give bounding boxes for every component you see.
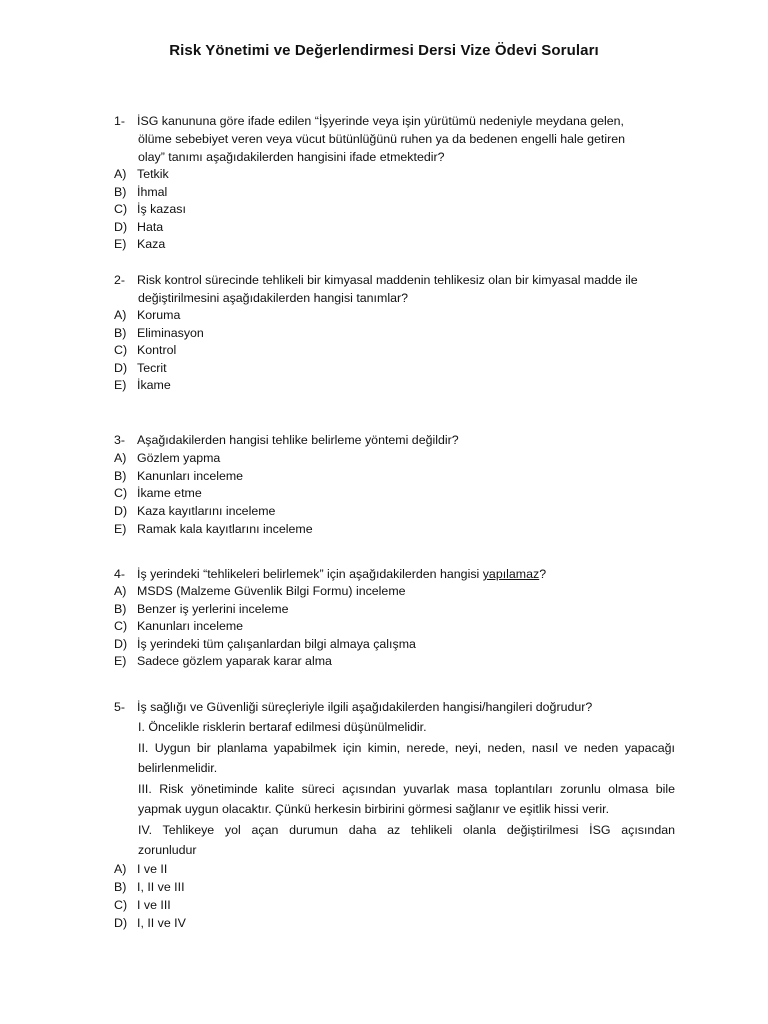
option <box>114 502 275 520</box>
option-letter: A) <box>114 584 127 598</box>
option-letter: C) <box>114 202 128 216</box>
question-number: 4- <box>114 567 126 581</box>
question-text-line: İSG kanununa göre ifade edilen “İşyerinde veya işin yürütümü nedeniyle meydana gelen, <box>137 114 624 128</box>
option <box>114 449 220 467</box>
option-text: Eliminasyon <box>137 326 204 340</box>
option <box>114 218 163 236</box>
option <box>114 359 167 377</box>
option-text: Kanunları inceleme <box>137 469 244 483</box>
option-text: Sadece gözlem yaparak karar alma <box>137 654 332 668</box>
option <box>114 600 289 618</box>
option <box>114 582 406 600</box>
option-text: I ve III <box>137 898 171 912</box>
question-number: 5- <box>114 700 126 714</box>
option-letter: D) <box>114 220 128 234</box>
option-text: Kaza kayıtlarını inceleme <box>137 504 276 518</box>
option-text: MSDS (Malzeme Güvenlik Bilgi Formu) inceleme <box>137 584 406 598</box>
option-letter: A) <box>114 862 127 876</box>
option-text: Kaza <box>137 237 166 251</box>
option-letter: B) <box>114 185 127 199</box>
option <box>114 896 171 914</box>
option-letter: E) <box>114 378 127 392</box>
option-letter: E) <box>114 522 127 536</box>
question-mark: ? <box>539 567 547 581</box>
question-text-line: İş yerindeki “tehlikeleri belirlemek” için aşağıdakilerden hangisi <box>137 567 483 581</box>
question-number: 1- <box>114 114 126 128</box>
statement-4-line-2: zorunludur <box>138 843 197 857</box>
statement-2-line-1: II. Uygun bir planlama yapabilmek için kimin, nerede, neyi, neden, nasıl ve neden yapacağı <box>138 741 675 755</box>
statement-3-line-2: yapmak uygun olacaktır. Çünkü herkesin birbirini görmesi sağlanır ve eşitlik hissi verir. <box>138 802 610 816</box>
option <box>114 652 332 670</box>
option-text: İkame etme <box>137 486 202 500</box>
option-text: İş kazası <box>137 202 186 216</box>
option <box>114 165 169 183</box>
question-text-line: değiştirilmesini aşağıdakilerden hangisi tanımlar? <box>138 291 408 305</box>
option-text: İhmal <box>137 185 168 199</box>
option <box>114 484 202 502</box>
option-text: Tecrit <box>137 361 167 375</box>
option-text: Kanunları inceleme <box>137 619 244 633</box>
option-text: I ve II <box>137 862 168 876</box>
option <box>114 324 204 342</box>
option-letter: D) <box>114 504 128 518</box>
option <box>114 341 176 359</box>
option-text: Ramak kala kayıtlarını inceleme <box>137 522 313 536</box>
option <box>114 306 180 324</box>
option-letter: C) <box>114 343 128 357</box>
option-letter: A) <box>114 167 127 181</box>
question-2 <box>114 271 638 289</box>
question-text-line: Aşağıdakilerden hangisi tehlike belirleme yöntemi değildir? <box>137 433 459 447</box>
option <box>114 914 186 932</box>
option-text: İş yerindeki tüm çalışanlardan bilgi almaya çalışma <box>137 637 416 651</box>
option-letter: E) <box>114 654 127 668</box>
option <box>114 520 313 538</box>
option-text: I, II ve III <box>137 880 185 894</box>
option-letter: D) <box>114 916 128 930</box>
option-letter: C) <box>114 486 128 500</box>
option-letter: A) <box>114 308 127 322</box>
option <box>114 235 165 253</box>
statement-3-line-1: III. Risk yönetiminde kalite süreci açısından yuvarlak masa toplantıları zorunlu olmasa bile <box>138 782 675 796</box>
option-letter: E) <box>114 237 127 251</box>
question-1 <box>114 112 624 130</box>
option-letter: A) <box>114 451 127 465</box>
option-letter: B) <box>114 326 127 340</box>
question-text-line: olay” tanımı aşağıdakilerden hangisini ifade etmektedir? <box>138 150 445 164</box>
option-letter: B) <box>114 880 127 894</box>
option-letter: C) <box>114 619 128 633</box>
question-text-line: İş sağlığı ve Güvenliği süreçleriyle ilgili aşağıdakilerden hangisi/hangileri doğrudur? <box>137 700 593 714</box>
question-text-line: ölüme sebebiyet veren veya vücut bütünlüğünü ruhen ya da bedenen engelli hale getiren <box>138 132 626 146</box>
option-text: Hata <box>137 220 164 234</box>
question-4 <box>114 565 546 583</box>
option-text: Tetkik <box>137 167 169 181</box>
option <box>114 200 186 218</box>
option-text: Gözlem yapma <box>137 451 221 465</box>
option <box>114 635 416 653</box>
option-text: İkame <box>137 378 171 392</box>
option <box>114 860 167 878</box>
option-text: I, II ve IV <box>137 916 186 930</box>
option-letter: D) <box>114 361 128 375</box>
option-letter: C) <box>114 898 128 912</box>
question-3 <box>114 431 459 449</box>
option <box>114 617 243 635</box>
option <box>114 183 167 201</box>
statement-2-line-2: belirlenmelidir. <box>138 761 218 775</box>
option <box>114 878 185 896</box>
underlined-word: yapılamaz <box>482 567 540 581</box>
option-text: Benzer iş yerlerini inceleme <box>137 602 289 616</box>
question-number: 2- <box>114 273 126 287</box>
option-text: Kontrol <box>137 343 177 357</box>
option <box>114 376 171 394</box>
document-title: Risk Yönetimi ve Değerlendirmesi Dersi Vize Ödevi Soruları <box>169 42 599 59</box>
question-number: 3- <box>114 433 126 447</box>
statement-4-line-1: IV. Tehlikeye yol açan durumun daha az tehlikeli olanla değiştirilmesi İSG açısından <box>138 823 675 837</box>
statement-1: I. Öncelikle risklerin bertaraf edilmesi düşünülmelidir. <box>138 720 427 734</box>
option-letter: B) <box>114 602 127 616</box>
question-text-line: Risk kontrol sürecinde tehlikeli bir kimyasal maddenin tehlikesiz olan bir kimyasal madde ile <box>137 273 638 287</box>
option-letter: B) <box>114 469 127 483</box>
option <box>114 467 243 485</box>
question-5 <box>114 698 592 716</box>
option-letter: D) <box>114 637 128 651</box>
option-text: Koruma <box>137 308 181 322</box>
